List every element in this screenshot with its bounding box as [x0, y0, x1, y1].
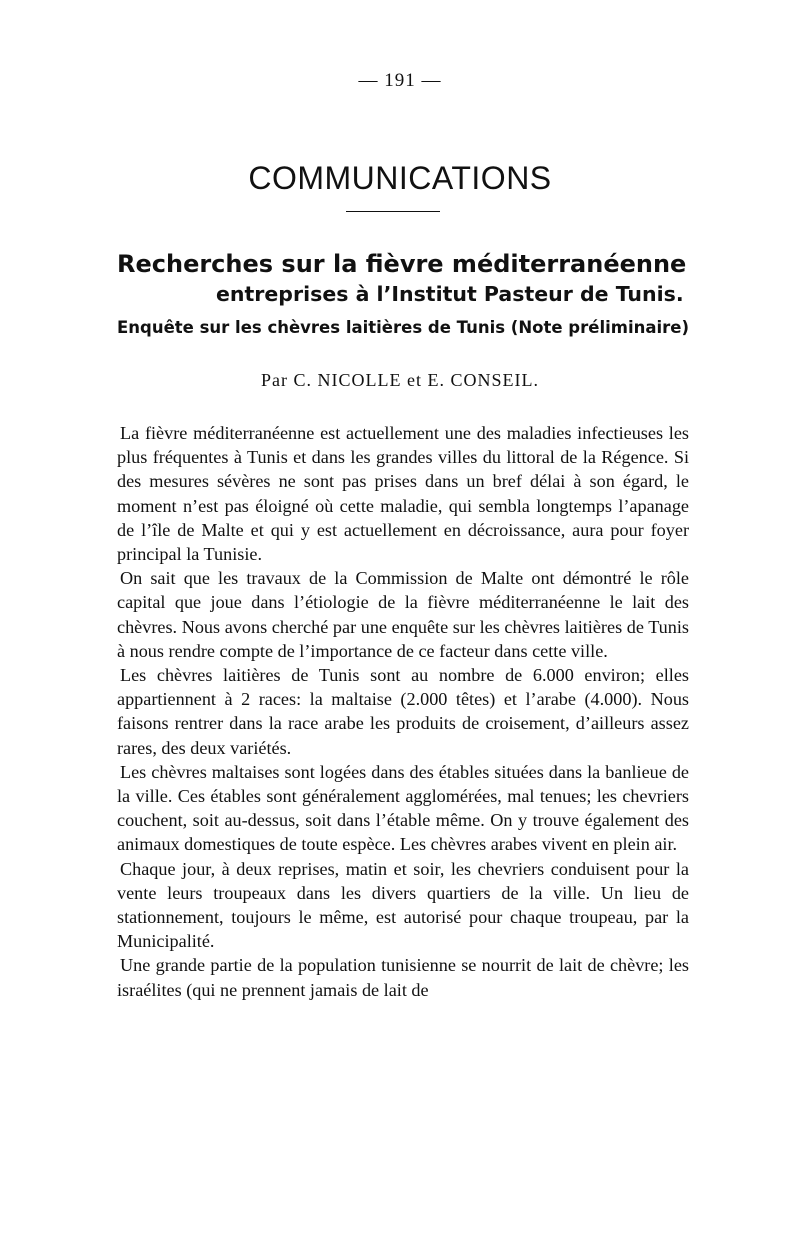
- page-number: — 191 —: [358, 70, 442, 91]
- paragraph: La fièvre méditerranéenne est actuellement une des maladies infectieuses les plus fréquentes à Tunis et dans les grandes villes du littoral de la Régence. Si des mesures sévères ne sont pas prises dans un bref délai à son égard, le moment n’est pas éloigné où cette maladie, qui sembla longtemps l’apanage de l’île de Malte et qui y est actuellement en décroissance, aura pour foyer principal la Tunisie.: [117, 423, 689, 565]
- title-rule: [346, 211, 440, 212]
- article-title-line-2-text: entreprises à l’Institut Pasteur de Tunis.: [216, 282, 684, 306]
- paragraph: Une grande partie de la population tunisienne se nourrit de lait de chèvre; les israélites (qui ne prennent jamais de lait de: [117, 955, 689, 1000]
- paragraph: On sait que les travaux de la Commission de Malte ont démontré le rôle capital que joue dans l’étiologie de la fièvre méditerranéenne le lait des chèvres. Nous avons cherché par une enquête sur les chèvres laitières de Tunis à nous rendre compte de l’importance de ce facteur dans cette ville.: [117, 568, 689, 661]
- article-subtitle-text: Enquête sur les chèvres laitières de Tunis (Note préliminaire): [117, 318, 690, 337]
- paragraph: Les chèvres maltaises sont logées dans des étables situées dans la banlieue de la ville. Ces étables sont généralement agglomérées, mal tenues; les chevriers couchent, soit au-dessus, soit dans l’étable même. On y trouve également des animaux domestiques de toute espèce. Les chèvres arabes vivent en plein air.: [117, 761, 689, 855]
- section-title: COMMUNICATIONS: [248, 160, 552, 196]
- paragraph: Les chèvres laitières de Tunis sont au nombre de 6.000 environ; elles appartiennent à 2 races: la maltaise (2.000 têtes) et l’arabe (4.000). Nous faisons rentrer dans la race arabe les produits de croisement, d’ailleurs assez rares, des deux variétés.: [117, 665, 689, 758]
- paragraph: Chaque jour, à deux reprises, matin et soir, les chevriers conduisent pour la vente leurs troupeaux dans les divers quartiers de la ville. Un lieu de stationnement, toujours le même, est autorisé pour chaque troupeau, par la Municipalité.: [117, 858, 689, 952]
- article-title-line-1-text: Recherches sur la fièvre méditerranéenne: [117, 250, 687, 278]
- article-body: [117, 421, 689, 1002]
- byline: Par C. NICOLLE et E. CONSEIL.: [261, 370, 539, 390]
